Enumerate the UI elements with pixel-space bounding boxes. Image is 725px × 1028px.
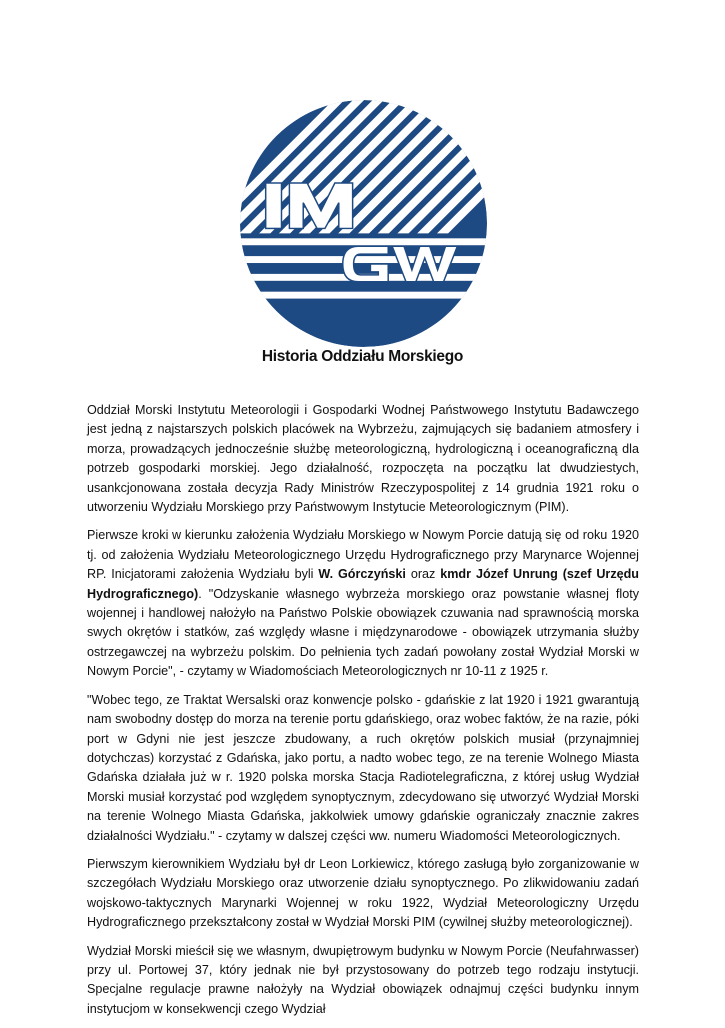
founder-name-1: W. Górczyński (318, 567, 406, 582)
paragraph-2-conjunction: oraz (405, 567, 441, 582)
paragraph-4: Pierwszym kierownikiem Wydziału był dr Leon Lorkiewicz, którego zasługą było zorganizowanie w szczegółach Wydziału Morskiego oraz utworzenie działu synoptycznego. Po zlikwidowaniu zadań wojskowo-taktycznych Marynarki Wojennej w roku 1922, Wydział Meteorologiczny Urzędu Hydrograficznego przekształcony został w Wydział Morski PIM (cywilnej służby meteorologicznej). (87, 856, 639, 930)
page-title: Historia Oddziału Morskiego (261, 348, 464, 365)
imgw-logo (240, 100, 487, 347)
paragraph-2-text-start: Pierwsze kroki w kierunku założenia Wydziału Morskiego w Nowym Porcie datują się od roku 1920 tj. od założenia Wydziału Meteorologicznego Urzędu Hydrograficznego przy Marynarce Wojennej RP. Inicjatorami założenia Wydziału byli (87, 528, 639, 582)
founder-name-2: kmdr Józef Unrung (szef Urzędu Hydrograficznego) (87, 567, 640, 601)
paragraph-2 (87, 526, 639, 681)
paragraph-5: Wydział Morski mieścił się we własnym, dwupiętrowym budynku w Nowym Porcie (Neufahrwasser) przy ul. Portowej 37, który jednak nie był przystosowany do potrzeb tego rodzaju instytucji. Specjalne regulacje prawne nałożyły na Wydział obowiązek odnajmuj części budynku innym instytucjom w konsekwencji czego Wydział (87, 943, 639, 1016)
paragraph-3: "Wobec tego, ze Traktat Wersalski oraz konwencje polsko - gdańskie z lat 1920 i 1921 gwarantują nam swobodny dostęp do morza na terenie portu gdańskiego, oraz wobec faktów, że na razie, póki port w Gdyni nie jest jeszcze zbudowany, a ruch okrętów polskich musiał (przynajmniej dotychczas) korzystać z Gdańska, jako portu, a nadto wobec tego, ze na terenie Wolnego Miasta Gdańska działała już w r. 1920 polska morska Stacja Radiotelegraficzna, z której usług Wydział Morski musiał korzystać pod względem synoptycznym, zdecydowano się utworzyć Wydział Morski na terenie Wolnego Miasta Gdańska, jakkolwiek umowy gdańskie ograniczały znacznie zakres działalności Wydziału." - czytamy w dalszej części ww. numeru Wiadomości Meteorologicznych. (87, 692, 639, 843)
paragraph-2-text-end: . "Odzyskanie własnego wybrzeża morskiego oraz powstanie własnej floty wojennej i handlowej nałożyło na Państwo Polskie obowiązek czuwania nad sprawnością morska swych okrętów i statków, zaś względy własne i międzynarodowe - obowiązek utrzymania służby ostrzegawczej na wybrzeżu polskim. Do pełnienia tych zadań powołany został Wydział Morski w Nowym Porcie", - czytamy w Wiadomościach Meteorologicznych nr 10-11 z 1925 r. (87, 586, 639, 679)
paragraph-1: Oddział Morski Instytutu Meteorologii i Gospodarki Wodnej Państwowego Instytutu Badawczego jest jedną z najstarszych polskich placówek na Wybrzeżu, zajmujących się badaniem atmosfery i morza, prowadzących jednocześnie służbę meteorologiczną, hydrologiczną i oceanograficzną dla potrzeb gospodarki morskiej. Jego działalność, rozpoczęta na początku lat dwudziestych, usankcjonowana została decyzja Rady Ministrów Rzeczypospolitej z 14 grudnia 1921 roku o utworzeniu Wydziału Morskiego przy Państwowym Instytucie Meteorologicznym (PIM). (87, 403, 639, 515)
article-body (87, 401, 639, 1028)
